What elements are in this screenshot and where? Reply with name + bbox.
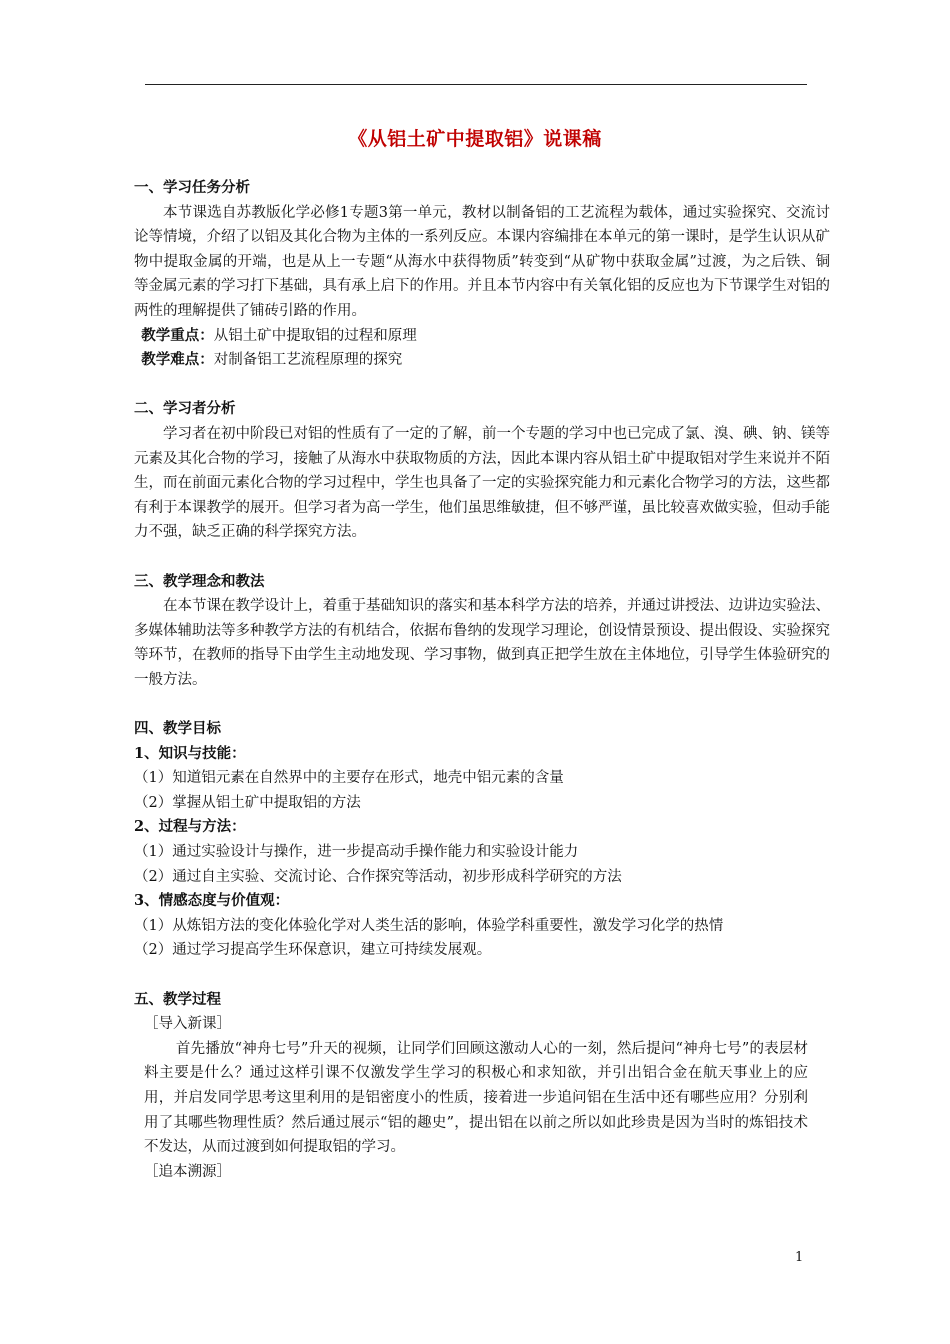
section-heading: 四、教学目标 — [134, 720, 221, 738]
section-heading: 三、教学理念和教法 — [134, 572, 265, 590]
page-number: 1 — [795, 1250, 804, 1265]
list-item: （1）从炼铝方法的变化体验化学对人类生活的影响，体验学科重要性，激发学习化学的热情 — [134, 917, 724, 934]
key-point-value: 从铝土矿中提取铝的过程和原理 — [213, 327, 417, 344]
step-label: ［导入新课］ — [144, 1016, 231, 1033]
difficult-point-label: 教学难点： — [141, 351, 214, 369]
document-body — [134, 176, 830, 1184]
section-heading: 二、学习者分析 — [134, 400, 236, 418]
paragraph: 在本节课在教学设计上，着重于基础知识的落实和基本科学方法的培养，并通过讲授法、边讲边实验法、多媒体辅助法等多种教学方法的有机结合，依据布鲁纳的发现学习理论，创设情景预设、提出假设、实验探究等环节，在教师的指导下由学生主动地发现、学习事物，做到真正把学生放在主体地位，引导学生体验研究的一般方法。 — [134, 598, 830, 688]
difficult-point-value: 对制备铝工艺流程原理的探究 — [213, 352, 403, 369]
key-point — [141, 324, 830, 349]
subsection-heading: 2、过程与方法： — [134, 818, 246, 836]
list-item: （2）通过自主实验、交流讨论、合作探究等活动，初步形成科学研究的方法 — [134, 868, 622, 885]
paragraph: 首先播放“神舟七号”升天的视频，让同学们回顾这激动人心的一刻，然后提问“神舟七号”的表层材料主要是什么？通过这样引课不仅激发学生学习的积极心和求知欲，并引出铝合金在航天事业上的应用，并启发同学思考这里利用的是铝密度小的性质，接着进一步追问铝在生活中还有哪些应用？分别利用了其哪些物理性质？然后通过展示“铝的趣史”，提出铝在以前之所以如此珍贵是因为当时的炼铝技术不发达，从而过渡到如何提取铝的学习。 — [144, 1040, 808, 1156]
list-item: （2）通过学习提高学生环保意识，建立可持续发展观。 — [134, 942, 492, 959]
difficult-point — [141, 348, 830, 373]
list-item: （1）通过实验设计与操作，进一步提高动手操作能力和实验设计能力 — [134, 844, 579, 861]
section-heading: 五、教学过程 — [134, 990, 221, 1008]
subsection-heading: 1、知识与技能： — [134, 744, 246, 762]
paragraph: 学习者在初中阶段已对铝的性质有了一定的了解，前一个专题的学习中也已完成了氯、溴、碘、钠、镁等元素及其化合物的学习，接触了从海水中获取物质的方法，因此本课内容从铝土矿中提取铝对学生来说并不陌生，而在前面元素化合物的学习过程中，学生也具备了一定的实验探究能力和元素化合物学习的方法，这些都有利于本课教学的展开。但学习者为高一学生，他们虽思维敏捷，但不够严谨，虽比较喜欢做实验，但动手能力不强，缺乏正确的科学探究方法。 — [134, 425, 830, 541]
paragraph: 本节课选自苏教版化学必修1专题3第一单元，教材以制备铝的工艺流程为载体，通过实验探究、交流讨论等情境，介绍了以铝及其化合物为主体的一系列反应。本课内容编排在本单元的第一课时，是学生认识从矿物中提取金属的开端，也是从上一专题“从海水中获得物质”转变到“从矿物中获取金属”过渡，为之后铁、铜等金属元素的学习打下基础，具有承上启下的作用。并且本节内容中有关氧化铝的反应也为下节课学生对铝的两性的理解提供了铺砖引路的作用。 — [134, 204, 830, 319]
document-title: 《从铝土矿中提取铝》说课稿 — [348, 128, 602, 150]
section-heading: 一、学习任务分析 — [134, 179, 250, 196]
key-point-label: 教学重点： — [141, 326, 214, 344]
list-item: （2）掌握从铝土矿中提取铝的方法 — [134, 794, 361, 811]
subsection-heading: 3、情感态度与价值观： — [134, 892, 290, 910]
list-item: （1）知道铝元素在自然界中的主要存在形式，地壳中铝元素的含量 — [134, 770, 564, 787]
header-rule — [145, 84, 807, 85]
step-label: ［追本溯源］ — [144, 1163, 231, 1180]
